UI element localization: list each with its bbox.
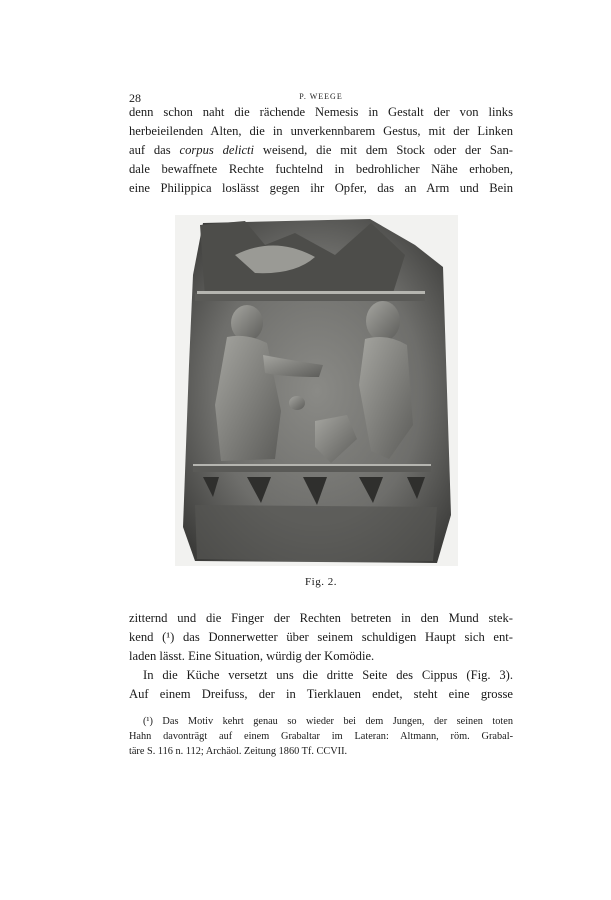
text-line: dale bewaffnete Rechte fuchtelnd in bedrohlicher Nähe erhoben, <box>129 162 513 176</box>
footnote <box>129 714 513 759</box>
footnote-line: täre S. 116 n. 112; Archäol. Zeitung 1860 Tf. CCVII. <box>129 746 348 757</box>
paragraph-1 <box>129 103 513 198</box>
footnote-line: (¹) Das Motiv kehrt genau so wieder bei dem Jungen, der seinen toten <box>143 716 513 727</box>
text-line: eine Philippica loslässt gegen ihr Opfer, das an Arm und Bein <box>129 181 513 195</box>
text-line: Auf einem Dreifuss, der in Tierklauen endet, steht eine grosse <box>129 687 513 701</box>
text-line: laden lässt. Eine Situation, würdig der Komödie. <box>129 649 375 663</box>
text-line: kend (¹) das Donnerwetter über seinem schuldigen Haupt sich ent- <box>129 630 513 644</box>
italic-phrase: corpus delicti <box>179 143 255 157</box>
relief-photograph <box>175 215 458 566</box>
running-head: P. WEEGE <box>299 92 343 101</box>
text-line: herbeieilenden Alten, die in unverkennbarem Gestus, mit der Linken <box>129 124 513 138</box>
text-line: denn schon naht die rächende Nemesis in Gestalt der von links <box>129 105 513 119</box>
footnote-line: Hahn davonträgt auf einem Grabaltar im Lateran: Altmann, röm. Grabal- <box>129 731 513 742</box>
figure-caption: Fig. 2. <box>305 576 337 588</box>
paragraph-2 <box>129 609 513 704</box>
text-line: zitternd und die Finger der Rechten betreten in den Mund stek- <box>129 611 513 625</box>
text-line-with-italic: auf das corpus delicti weisend, die mit dem Stock oder der San- <box>129 143 513 157</box>
text-line: In die Küche versetzt uns die dritte Seite des Cippus (Fig. 3). <box>143 668 513 682</box>
page-number: 28 <box>129 91 141 105</box>
